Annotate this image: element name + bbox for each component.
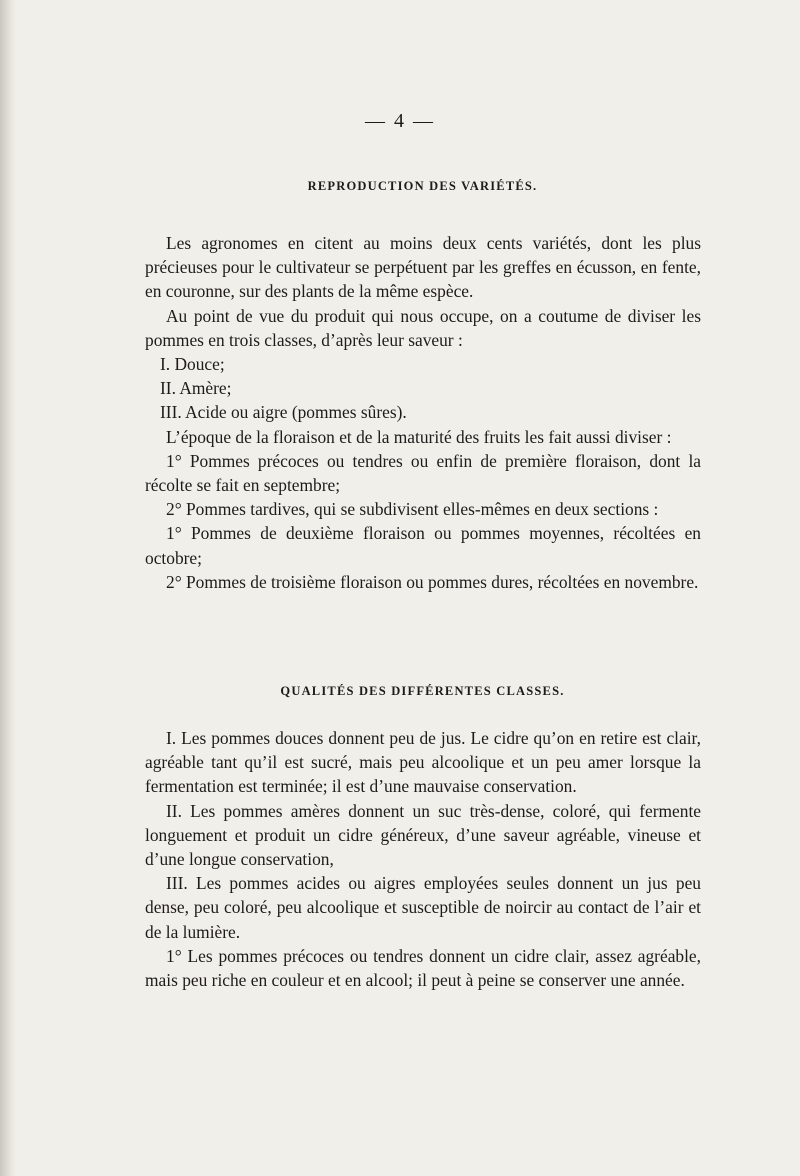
- section-heading-reproduction: REPRODUCTION DES VARIÉTÉS.: [307, 179, 538, 193]
- section-body-qualites: [145, 726, 701, 992]
- list-item: II. Amère;: [160, 378, 232, 399]
- list-item: 1° Pommes de deuxième floraison ou pommes moyennes, récoltées en octobre;: [145, 523, 701, 568]
- paragraph: III. Les pommes acides ou aigres employées seules donnent un jus peu dense, peu coloré, peu alcoolique et susceptible de noircir au contact de l’air et de la lumière.: [145, 873, 701, 942]
- page-number: — 4 —: [365, 110, 435, 132]
- paragraph: II. Les pommes amères donnent un suc très-dense, coloré, qui fermente longuement et produit un cidre généreux, d’une saveur agréable, vineuse et d’une longue conservation,: [145, 800, 701, 870]
- paragraph: L’époque de la floraison et de la maturité des fruits les fait aussi diviser :: [166, 426, 672, 447]
- list-item: 2° Pommes de troisième floraison ou pommes dures, récoltées en novembre.: [166, 571, 699, 592]
- paragraph: Au point de vue du produit qui nous occupe, on a coutume de diviser les pommes en trois classes, d’après leur saveur :: [145, 305, 701, 350]
- list-item: 1° Pommes précoces ou tendres ou enfin de première floraison, dont la récolte se fait en septembre;: [145, 450, 701, 496]
- list-item: III. Acide ou aigre (pommes sûres).: [160, 402, 407, 423]
- paragraph: I. Les pommes douces donnent peu de jus. Le cidre qu’on en retire est clair, agréable tant qu’il est sucré, mais peu alcoolique et un peu amer lorsque la fermentation est terminée; il est d’une mauvaise conservation.: [145, 728, 701, 797]
- list-item: 2° Pommes tardives, qui se subdivisent elles-mêmes en deux sections :: [166, 499, 659, 520]
- paragraph: Les agronomes en citent au moins deux cents variétés, dont les plus précieuses pour le cultivateur se perpétuent par les greffes en écusson, en fente, en couronne, sur des plants de la même espèce.: [145, 233, 701, 302]
- list-item: I. Douce;: [160, 354, 225, 375]
- section-heading-qualites: QUALITÉS DES DIFFÉRENTES CLASSES.: [280, 684, 565, 698]
- paragraph: 1° Les pommes précoces ou tendres donnent un cidre clair, assez agréable, mais peu riche en couleur et en alcool; il peut à peine se conserver une année.: [145, 945, 701, 991]
- page-edge-shadow: [0, 0, 16, 1176]
- section-body-reproduction: [145, 231, 701, 594]
